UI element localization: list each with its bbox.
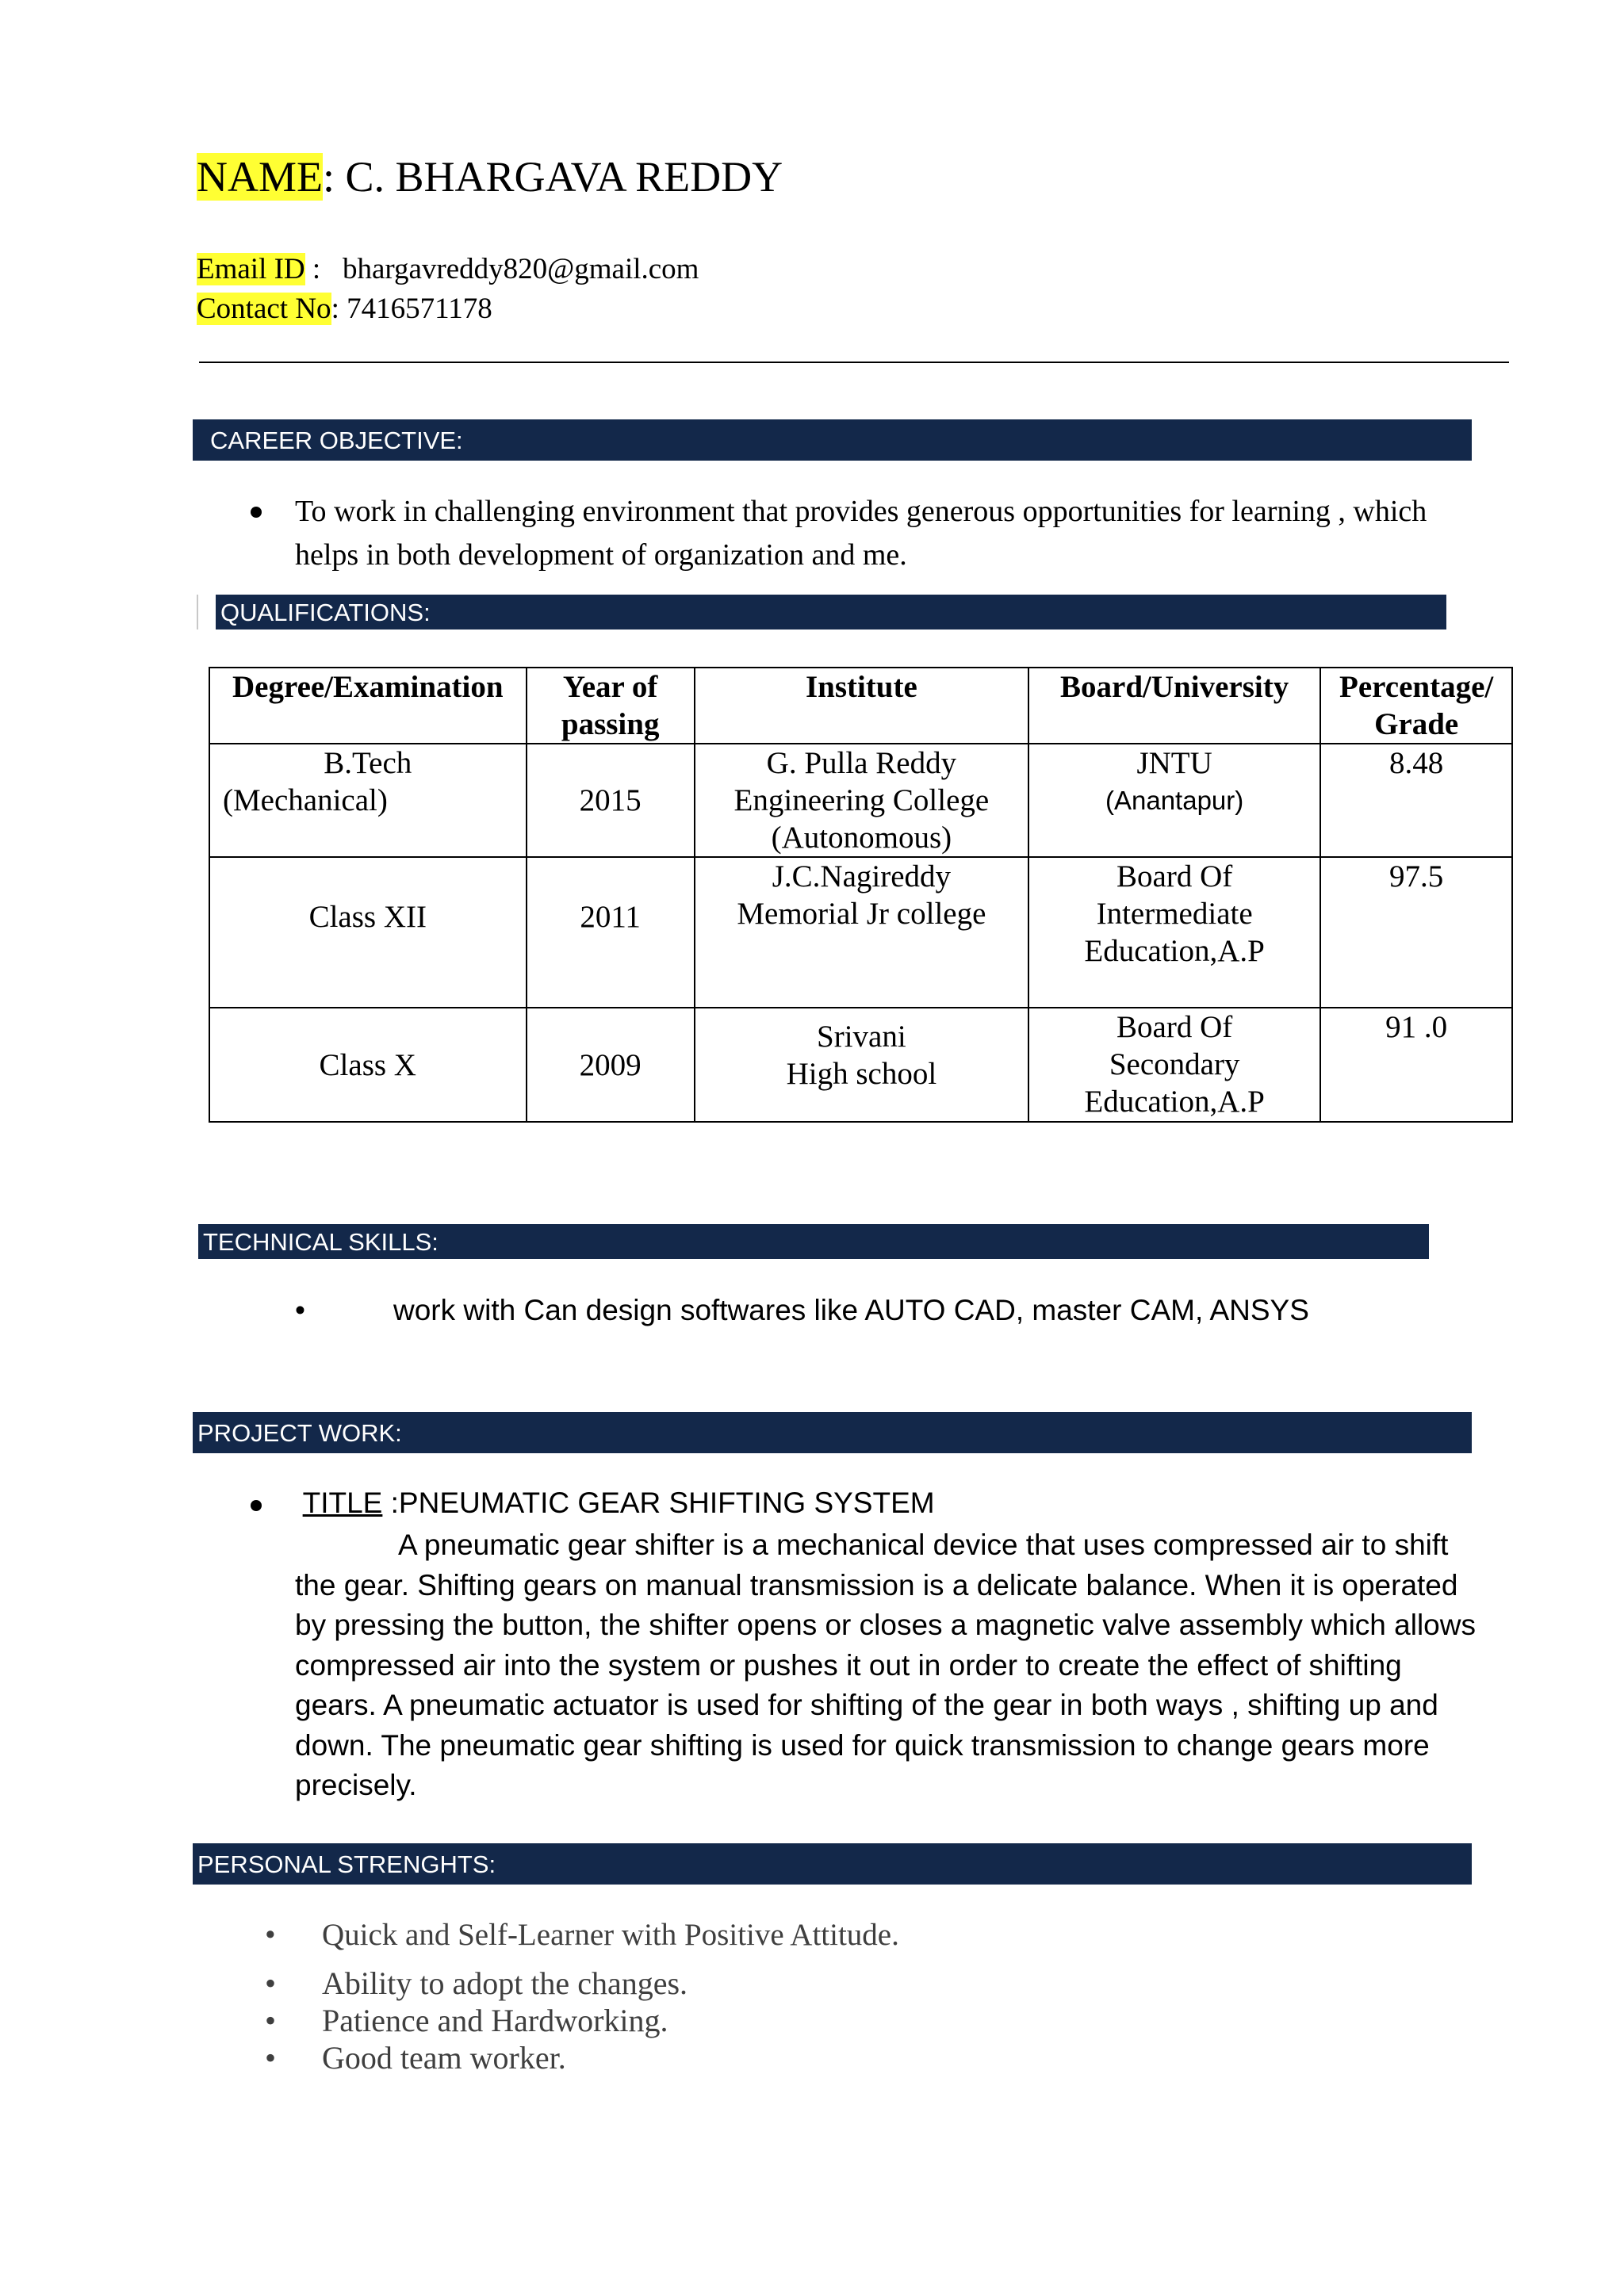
section-title: TECHNICAL SKILLS: xyxy=(203,1227,439,1256)
board-line: (Anantapur) xyxy=(1105,786,1244,815)
contact-line xyxy=(197,292,492,326)
section-title: PERSONAL STRENGHTS: xyxy=(197,1850,496,1878)
board-line: Education,A.P xyxy=(1084,934,1265,968)
margin-mark xyxy=(197,595,198,629)
cell-institute xyxy=(695,1008,1028,1122)
strength-text: Good team worker. xyxy=(322,2040,566,2076)
cell-year: 2009 xyxy=(527,1008,695,1122)
header-degree: Degree/Examination xyxy=(209,668,527,744)
bullet-icon xyxy=(251,507,262,518)
board-line: JNTU xyxy=(1136,746,1212,780)
institute-line: High school xyxy=(786,1057,937,1091)
section-title: CAREER OBJECTIVE: xyxy=(210,426,463,454)
section-qualifications xyxy=(216,595,1446,629)
candidate-name xyxy=(197,152,783,201)
contact-value: : 7416571178 xyxy=(331,293,492,325)
cell-board xyxy=(1028,1008,1320,1122)
bullet-icon: • xyxy=(265,1965,277,2001)
section-technical-skills xyxy=(198,1224,1429,1259)
header-board: Board/University xyxy=(1028,668,1320,744)
board-line: Secondary xyxy=(1109,1047,1240,1081)
degree-line: B.Tech xyxy=(324,746,412,780)
header-grade: Percentage/ Grade xyxy=(1320,668,1512,744)
section-personal-strengths xyxy=(193,1843,1472,1885)
board-line: Board Of xyxy=(1116,1010,1233,1044)
strength-text: Ability to adopt the changes. xyxy=(322,1965,688,2001)
bullet-icon xyxy=(251,1500,262,1511)
cell-degree: Class X xyxy=(209,1008,527,1122)
header-divider xyxy=(199,362,1509,363)
section-project-work xyxy=(193,1412,1472,1453)
cell-grade: 97.5 xyxy=(1320,857,1512,1008)
strength-item xyxy=(265,2002,668,2039)
email-line xyxy=(197,252,699,286)
qualifications-table xyxy=(209,667,1513,1123)
email-label: Email ID xyxy=(197,253,305,285)
cell-year: 2015 xyxy=(527,744,695,857)
table-row xyxy=(209,1008,1512,1122)
bullet-icon: • xyxy=(265,2003,277,2038)
cell-grade: 8.48 xyxy=(1320,744,1512,857)
strength-text: Patience and Hardworking. xyxy=(322,2003,668,2038)
section-career-objective xyxy=(193,419,1472,461)
cell-board xyxy=(1028,744,1320,857)
email-separator: : xyxy=(304,253,343,285)
project-title-value: :PNEUMATIC GEAR SHIFTING SYSTEM xyxy=(382,1487,935,1519)
degree-line: (Mechanical) xyxy=(223,783,388,817)
institute-line: J.C.Nagireddy xyxy=(772,859,952,894)
header-institute: Institute xyxy=(695,668,1028,744)
section-title: PROJECT WORK: xyxy=(197,1418,402,1447)
section-title: QUALIFICATIONS: xyxy=(220,598,431,626)
cell-degree: Class XII xyxy=(209,857,527,1008)
table-row xyxy=(209,857,1512,1008)
strength-item xyxy=(265,2039,566,2076)
institute-line: (Autonomous) xyxy=(771,821,952,855)
institute-line: Srivani xyxy=(817,1020,906,1054)
board-line: Board Of xyxy=(1116,859,1233,894)
board-line: Intermediate xyxy=(1096,897,1253,931)
cell-degree xyxy=(209,744,527,857)
strength-item xyxy=(265,1917,899,1953)
technical-skill-text: work with Can design softwares like AUTO CAD, master CAM, ANSYS xyxy=(393,1294,1309,1326)
name-value: : C. BHARGAVA REDDY xyxy=(323,153,783,201)
table-row xyxy=(209,744,1512,857)
institute-line: G. Pulla Reddy xyxy=(766,746,957,780)
project-title xyxy=(295,1487,935,1520)
email-value: bhargavreddy820@gmail.com xyxy=(342,253,699,285)
table-header-row xyxy=(209,668,1512,744)
strength-text: Quick and Self-Learner with Positive Attitude. xyxy=(322,1918,899,1952)
header-year: Year of passing xyxy=(527,668,695,744)
cell-grade: 91 .0 xyxy=(1320,1008,1512,1122)
board-line: Education,A.P xyxy=(1084,1085,1265,1119)
project-description: A pneumatic gear shifter is a mechanical device that uses compressed air to shift the gear. Shifting gears on manual transmission is a delicate balance. When it is operated by pressing the button, the shifter opens or closes a magnetic valve assembly which allows compressed air into the system or pushes it out in order to create the effect of shifting gears. A pneumatic actuator is used for shifting of the gear in both ways , shifting up and down. The pneumatic gear shifting is used for quick transmission to change gears more precisely. xyxy=(295,1529,1476,1801)
cell-year: 2011 xyxy=(527,857,695,1008)
institute-line: Memorial Jr college xyxy=(737,897,986,931)
name-label: NAME xyxy=(197,153,323,201)
project-title-label: TITLE xyxy=(302,1487,383,1519)
contact-label: Contact No xyxy=(197,293,331,325)
cell-board xyxy=(1028,857,1320,1008)
cell-institute xyxy=(695,744,1028,857)
strength-item xyxy=(265,1965,688,2002)
career-objective-text: To work in challenging environment that provides generous opportunities for learning , which helps in both development of organization and me. xyxy=(295,495,1427,572)
bullet-icon: • xyxy=(265,1918,276,1952)
cell-institute xyxy=(695,857,1028,1008)
institute-line: Engineering College xyxy=(733,783,990,817)
bullet-icon: • xyxy=(265,2040,277,2076)
bullet-icon: • xyxy=(295,1294,305,1326)
